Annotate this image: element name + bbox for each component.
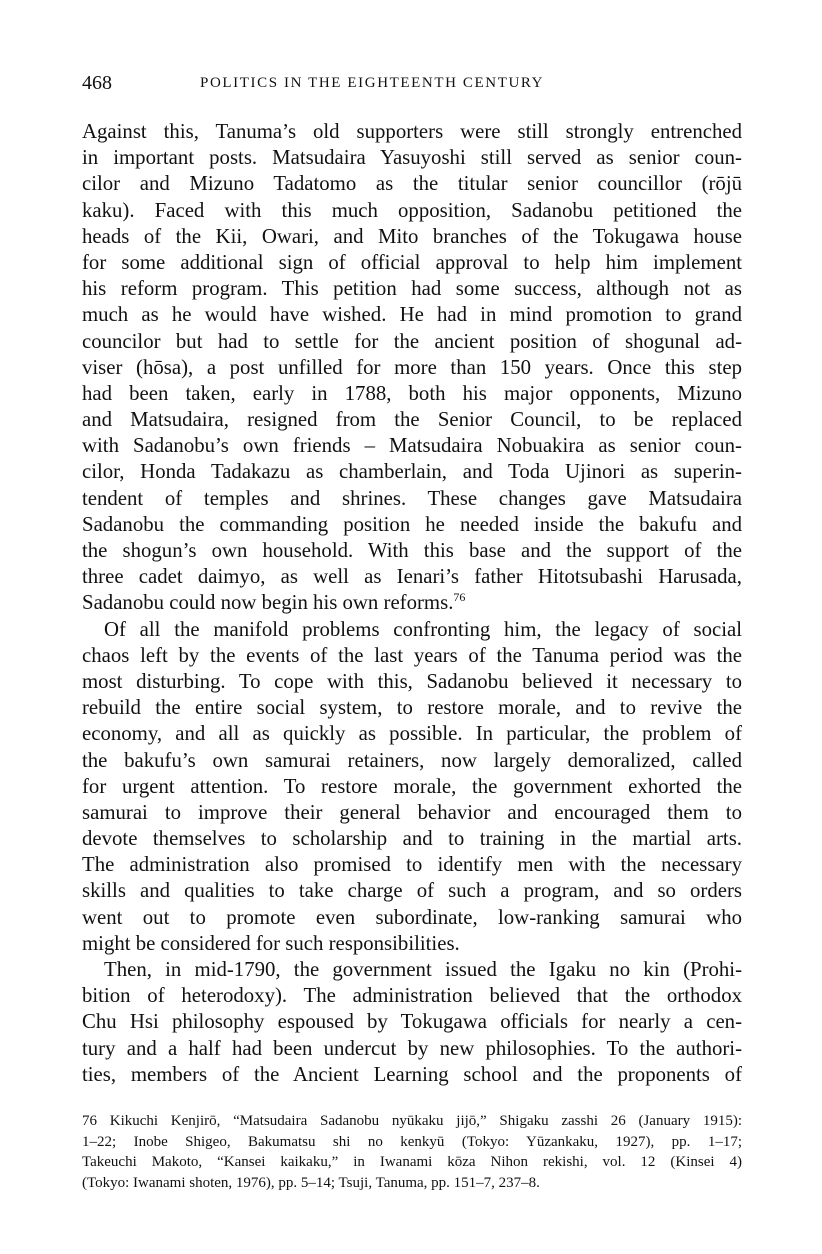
text-line: chaos left by the events of the last years of the Tanuma period was the <box>82 643 742 667</box>
text-line: the bakufu’s own samurai retainers, now largely demoralized, called <box>82 748 742 772</box>
text-line: the shogun’s own household. With this base and the support of the <box>82 539 742 562</box>
text-line: tendent of temples and shrines. These changes gave Matsudaira <box>82 486 742 510</box>
text-line-content: Sadanobu could now begin his own reforms. <box>82 591 454 615</box>
footnote-number: 76 <box>82 1113 97 1129</box>
footnote-reference: 76 <box>453 590 466 605</box>
text-line: in important posts. Matsudaira Yasuyoshi still served as senior coun- <box>82 146 742 170</box>
text-line: cilor, Honda Tadakazu as chamberlain, and Toda Ujinori as superin- <box>82 460 742 484</box>
footnote-line: Takeuchi Makoto, “Kansei kaikaku,” in Iwanami kōza Nihon rekishi, vol. 12 (Kinsei 4) <box>82 1154 742 1170</box>
page-number: 468 <box>82 72 112 94</box>
text-line: might be considered for such responsibilities. <box>82 931 460 955</box>
footnote-line: (Tokyo: Iwanami shoten, 1976), pp. 5–14; Tsuji, Tanuma, pp. 151–7, 237–8. <box>82 1174 540 1191</box>
text-line: for urgent attention. To restore morale, the government exhorted the <box>82 774 742 798</box>
footnote-text: Kikuchi Kenjirō, “Matsudaira Sadanobu nyūkaku jijō,” Shigaku zasshi 26 (January 1915): <box>109 1113 742 1129</box>
text-line: went out to promote even subordinate, low-ranking samurai who <box>82 905 742 929</box>
paragraph <box>82 617 742 957</box>
text-line: three cadet daimyo, as well as Ienari’s father Hitotsubashi Harusada, <box>82 565 742 589</box>
paragraph <box>82 119 742 617</box>
text-line <box>82 590 742 616</box>
text-line: bition of heterodoxy). The administration believed that the orthodox <box>82 984 742 1008</box>
text-line: had been taken, early in 1788, both his major opponents, Mizuno <box>82 381 742 405</box>
text-line: Sadanobu the commanding position he needed inside the bakufu and <box>82 512 742 536</box>
text-line: cilor and Mizuno Tadatomo as the titular senior councillor (rōjū <box>82 172 742 196</box>
footnote-line: 1–22; Inobe Shigeo, Bakumatsu shi no kenkyū (Tokyo: Yūzankaku, 1927), pp. 1–17; <box>82 1133 742 1150</box>
text-line: Against this, Tanuma’s old supporters were still strongly entrenched <box>82 120 742 143</box>
page-header <box>82 72 742 102</box>
text-line: The administration also promised to identify men with the necessary <box>82 853 742 877</box>
text-line: with Sadanobu’s own friends – Matsudaira Nobuakira as senior coun- <box>82 434 742 458</box>
text-line: much as he would have wished. He had in mind promotion to grand <box>82 303 742 327</box>
footnote-line <box>82 1111 742 1132</box>
text-line: councilor but had to settle for the ancient position of shogunal ad- <box>82 329 742 353</box>
text-line: economy, and all as quickly as possible. In particular, the problem of <box>82 722 742 746</box>
text-line: tury and a half had been undercut by new philosophies. To the authori- <box>82 1036 742 1060</box>
text-line: Of all the manifold problems confronting him, the legacy of social <box>104 617 742 641</box>
text-line: heads of the Kii, Owari, and Mito branches of the Tokugawa house <box>82 224 742 248</box>
text-line: samurai to improve their general behavior and encouraged them to <box>82 800 742 824</box>
text-line: ties, members of the Ancient Learning school and the proponents of <box>82 1062 742 1086</box>
paragraph <box>82 957 742 1088</box>
text-line: his reform program. This petition had some success, although not as <box>82 277 742 301</box>
text-line: viser (hōsa), a post unfilled for more than 150 years. Once this step <box>82 355 742 379</box>
body-text <box>82 119 742 1088</box>
text-line: skills and qualities to take charge of such a program, and so orders <box>82 879 742 903</box>
text-line: Then, in mid-1790, the government issued the Igaku no kin (Prohi- <box>104 958 742 981</box>
text-line: devote themselves to scholarship and to training in the martial arts. <box>82 827 742 851</box>
text-line: and Matsudaira, resigned from the Senior Council, to be replaced <box>82 408 742 432</box>
text-line: most disturbing. To cope with this, Sadanobu believed it necessary to <box>82 669 742 693</box>
text-line: for some additional sign of official approval to help him implement <box>82 250 742 274</box>
footnotes <box>82 1111 742 1193</box>
text-line: Chu Hsi philosophy espoused by Tokugawa officials for nearly a cen- <box>82 1010 742 1034</box>
text-line: rebuild the entire social system, to restore morale, and to revive the <box>82 696 742 720</box>
text-line: kaku). Faced with this much opposition, Sadanobu petitioned the <box>82 198 742 222</box>
running-head: POLITICS IN THE EIGHTEENTH CENTURY <box>200 75 545 91</box>
